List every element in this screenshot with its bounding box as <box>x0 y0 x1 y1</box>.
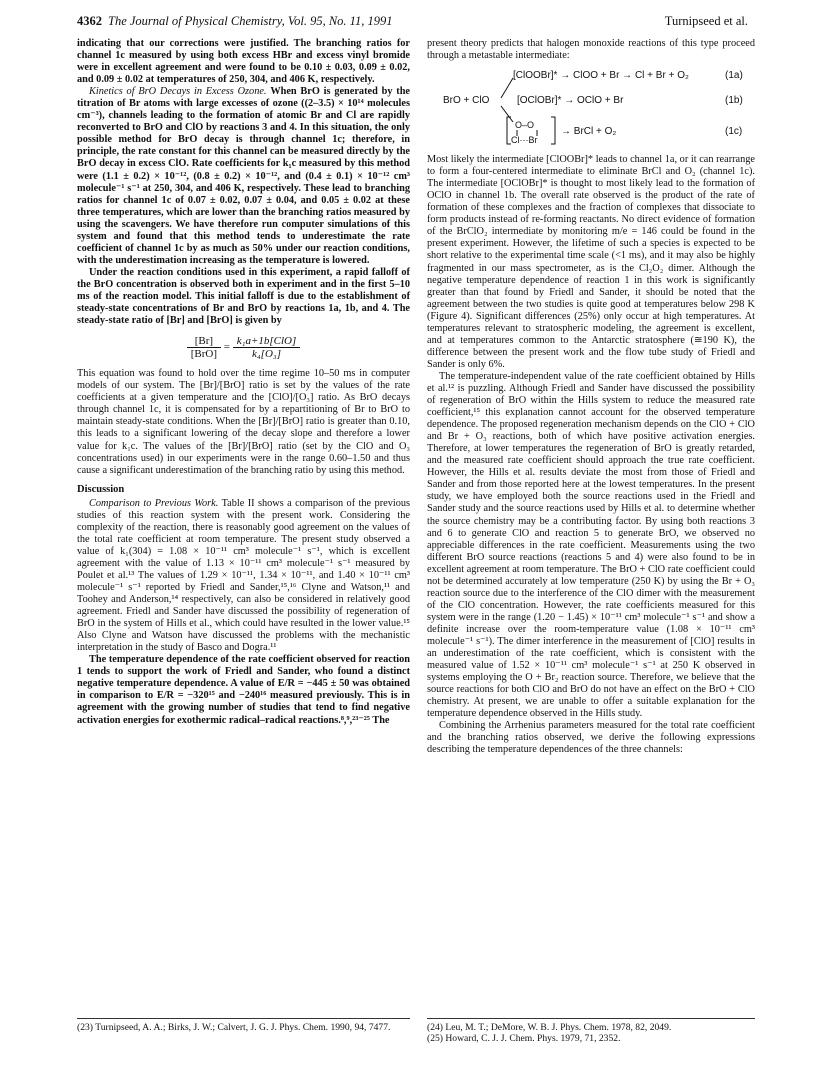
paragraph: present theory predicts that halogen monoxide reactions of this type proceed through a metastable intermediate: <box>427 38 755 62</box>
left-column <box>77 38 410 727</box>
paragraph-body: When BrO is generated by the titration of Br atoms with large excesses of ozone ((2–3.5) × 10¹⁴ molecules cm⁻³), channels leading to the formation of atomic Br and Cl are rapidly reconverted to BrO and ClO by reactions 3 and 4. In this situation, the only possible method for BrO decay is through channel 1c; therefore, in principle, the rate constant for this channel can be measured directly by the BrO decay in excess ClO. Rate coefficients for k₁c measured by this method were (1.1 ± 0.2) × 10⁻¹², (0.8 ± 0.2) × 10⁻¹², and (0.4 ± 0.1) × 10⁻¹² cm³ molecule⁻¹ s⁻¹ at 250, 304, and 406 K, respectively. These lead to branching ratios for channel 1c of 0.07 ± 0.02, 0.07 ± 0.04, and 0.05 ± 0.02 at these three temperatures, which are lower than the branching ratios measured by using the scavengers. We have therefore run computer simulations of this system and found that this method tends to underestimate the rate coefficient of channel 1c by as much as 50% under our reaction conditions, with the underestimation increasing as the temperature is lowered. <box>77 86 411 266</box>
paragraph: The temperature dependence of the rate coefficient observed for reaction 1 tends to support the work of Friedl and Sander, who found a distinct negative temperature dependence. A value of E/R = −445 ± 50 was obtained in comparison to E/R = −320¹⁵ and −240¹⁶ measured previously. This is in agreement with the growing number of studies that tend to find negative activation energies for exothermic radical–radical reactions.⁸,⁹,²³⁻²⁵ The <box>77 654 410 726</box>
footnote-rule-right <box>427 1018 755 1019</box>
footnote: (25) Howard, C. J. J. Chem. Phys. 1979, 71, 2352. <box>427 1033 621 1044</box>
paragraph: Under the reaction conditions used in this experiment, a rapid falloff of the BrO concentration is observed both in experiment and in the first 5–10 ms of the reaction model. This initial falloff is due to the establishment of steady-state concentrations of Br and BrO by reactions 1a, 1b, and 4. The steady-state ratio of [Br] and [BrO] is given by <box>77 266 410 327</box>
equation-lhs-denominator: [BrO] <box>190 348 218 361</box>
reaction-1b-label: (1b) <box>725 95 743 107</box>
equation-rhs-numerator: k₁a+1b[ClO] <box>233 335 301 348</box>
footnotes-right <box>427 1022 755 1044</box>
footnote: (24) Leu, M. T.; DeMore, W. B. J. Phys. Chem. 1978, 82, 2049. <box>427 1022 672 1033</box>
paragraph <box>77 498 410 655</box>
paragraph-run-in-title: Kinetics of BrO Decays in Excess Ozone. <box>89 86 267 98</box>
journal-citation: The Journal of Physical Chemistry, Vol. 95, No. 11, 1991 <box>108 14 393 28</box>
reactants: BrO + ClO <box>443 95 490 107</box>
reaction-1c-label: (1c) <box>725 126 743 138</box>
steady-state-equation <box>77 335 410 360</box>
footnote-left: (23) Turnipseed, A. A.; Birks, J. W.; Calvert, J. G. J. Phys. Chem. 1990, 94, 7477. <box>77 1022 391 1033</box>
equation-lhs-numerator: [Br] <box>187 335 221 348</box>
page-number: 4362 <box>77 14 102 28</box>
header-authors: Turnipseed et al. <box>664 14 748 28</box>
equation-rhs-denominator: k₄[O₃] <box>251 348 282 361</box>
reaction-1a-label: (1a) <box>725 70 743 82</box>
footnote-rule-left <box>77 1018 410 1019</box>
paragraph-run-in-title: Comparison to Previous Work. <box>89 497 219 509</box>
ring-top: O–O <box>515 120 535 131</box>
equation-lhs <box>187 335 221 360</box>
paragraph: Combining the Arrhenius parameters measured for the total rate coefficient and the branching ratios observed, we derive the following expressions describing the temperature dependences of the three channels: <box>427 720 755 756</box>
paragraph <box>77 86 410 267</box>
paragraph: Most likely the intermediate [ClOOBr]* leads to channel 1a, or it can rearrange to form a four-centered intermediate to eliminate BrCl and O₂ (channel 1c). The intermediate [OClOBr]* is thought to most likely lead to the formation of OClO in channel 1b. The overall rate observed is the product of the rate of formation of these complexes and the fraction of complexes that dissociate to form products instead of re-forming reactants. No direct evidence of formation of the BrClO₂ intermediate by monitoring m/e = 146 could be found in the present experiment. However, the lifetime of such a species is expected to be short relative to the experimental time scale (<1 ms), and it may also be highly fragmented in our mass spectrometer, as is the Cl₂O₂ dimer. Although the negative temperature dependence of reaction 1 in this work is significantly greater than that found by Friedl and Sander, it should be noted that the agreement between the two studies is quite good at temperatures below 298 K (Figure 4). Significant differences (25%) only occur at high temperatures. At temperatures relevant to stratospheric modeling, the agreement is excellent, and at temperatures common to the Antarctic stratosphere (≅190 K), the difference between the present work and the flow tube study of Friedl and Sander is only 6%. <box>427 154 755 370</box>
running-header <box>77 14 748 32</box>
ring-bottom: Cl···Br <box>511 135 538 146</box>
header-left <box>77 14 392 29</box>
paragraph: The temperature-independent value of the rate coefficient obtained by Hills et al.¹² is puzzling. Although Friedl and Sander have discussed the possibility of regeneration of BrO within the Hills system to reduce the measured rate coefficient,¹⁵ this explanation cannot account for the observed temperature dependence. The proposed regeneration mechanism depends on the ClO + ClO and Br + O₃ reactions, both of which have positive activation energies. Therefore, at lower temperatures the regeneration of BrO is greatly retarded, and the measured rate coefficient should approach the true rate coefficient. However, the Hills et al. results deviate the most from those of Friedl and Sander and from those reported here at the lowest temperatures. In the present study, we have employed both the source reactions used in the Friedl and Sander study and the source reactions used by Hills et al. to determine whether the source chemistry may be a contributing factor. By using both reactions 3 and 6 to generate ClO and reaction 5 to generate BrO, we observed no appreciable differences in the rate coefficient. Measurements using the two different BrO source reactions (reactions 5 and 4) were also found to be in excellent agreement at room temperature. The BrO + ClO rate coefficient could not be determined accurately at low temperature (250 K) by using the Br + O₃ reaction source due to the interference of the ClO dimer with the measurement of the ClO concentration. However, the rate coefficients measured for this system were in the range (1.20 − 1.45) × 10⁻¹¹ cm³ molecule⁻¹ s⁻¹ and show a definite increase over the room-temperature value (1.08 × 10⁻¹¹ cm³ molecule⁻¹ s⁻¹). The dimer interference in the measurement of [ClO] results in an underestimation of the rate coefficient, which is consistent with the measured value of 1.52 × 10⁻¹¹ cm³ molecule⁻¹ s⁻¹ at 250 K observed in systems employing the O + Br₂ reaction source. Therefore, we believe that the source reactions for both ClO and BrO do not have an effect on the BrO + ClO chemistry. At present, we are unable to offer a suitable explanation for the temperature dependence observed in the Hills study. <box>427 370 755 720</box>
reaction-1b: [OClOBr]* → OClO + Br <box>517 95 624 107</box>
equation-rhs <box>233 335 301 360</box>
paragraph-body: Table II shows a comparison of the previous studies of this reaction system with the present work. Considering the complexity of the reaction, there is reasonably good agreement on the values of the total rate coefficient at room temperature. The present study observed a value of k₁(304) = 1.08 × 10⁻¹¹ cm³ molecule⁻¹ s⁻¹, which is excellent agreement with the value of 1.13 × 10⁻¹¹ cm³ molecule⁻¹ s⁻¹ measured by Poulet et al.¹³ The values of 1.29 × 10⁻¹¹, 1.34 × 10⁻¹¹, and 1.40 × 10⁻¹¹ cm³ molecule⁻¹ s⁻¹ reported by Friedl and Sander,¹⁵,¹⁶ Clyne and Watson,¹¹ and Toohey and Anderson,¹⁴ respectively, can also be considered in relatively good agreement. Friedl and Sander have discussed the possibility of regeneration of BrO in the system of Hills et al., which could have resulted in the lower value.¹⁵ Also Clyne and Watson have discussed the problems with the mechanistic interpretation in the study of Basco and Dogra.¹¹ <box>77 497 411 654</box>
reaction-1a: [ClOOBr]* → ClOO + Br → Cl + Br + O₂ <box>513 70 689 82</box>
reaction-scheme <box>427 68 755 146</box>
right-column <box>427 38 755 756</box>
paragraph: indicating that our corrections were justified. The branching ratios for channel 1c measured by using both excess HBr and excess vinyl bromide were in excellent agreement and were found to be 0.10 ± 0.03, 0.09 ± 0.02, and 0.09 ± 0.02 at temperatures of 250, 304, and 406 K, respectively. <box>77 38 410 86</box>
paragraph: This equation was found to hold over the time regime 10–50 ms in computer models of our system. The [Br]/[BrO] ratio is set by the values of the rate coefficients at a given temperature and the [ClO]/[O₃] ratio. As BrO decays through channel 1c, it is compensated for by a repartitioning of Br to BrO to maintain steady-state conditions. When the [Br]/[BrO] ratio is greater than 0.10, this leads to a significant lowering of the decay slope and therefore a lower value for k₁c. The values of the [Br]/[BrO] ratio (set by the ClO and O₃ concentrations used) in our experiments were in the range 0.60–1.50 and thus cause a significant underestimation of the branching ratio by using this method. <box>77 368 410 476</box>
reaction-1c: → BrCl + O₂ <box>561 126 617 138</box>
section-heading: Discussion <box>77 483 125 495</box>
equation-equals: = <box>223 341 230 354</box>
